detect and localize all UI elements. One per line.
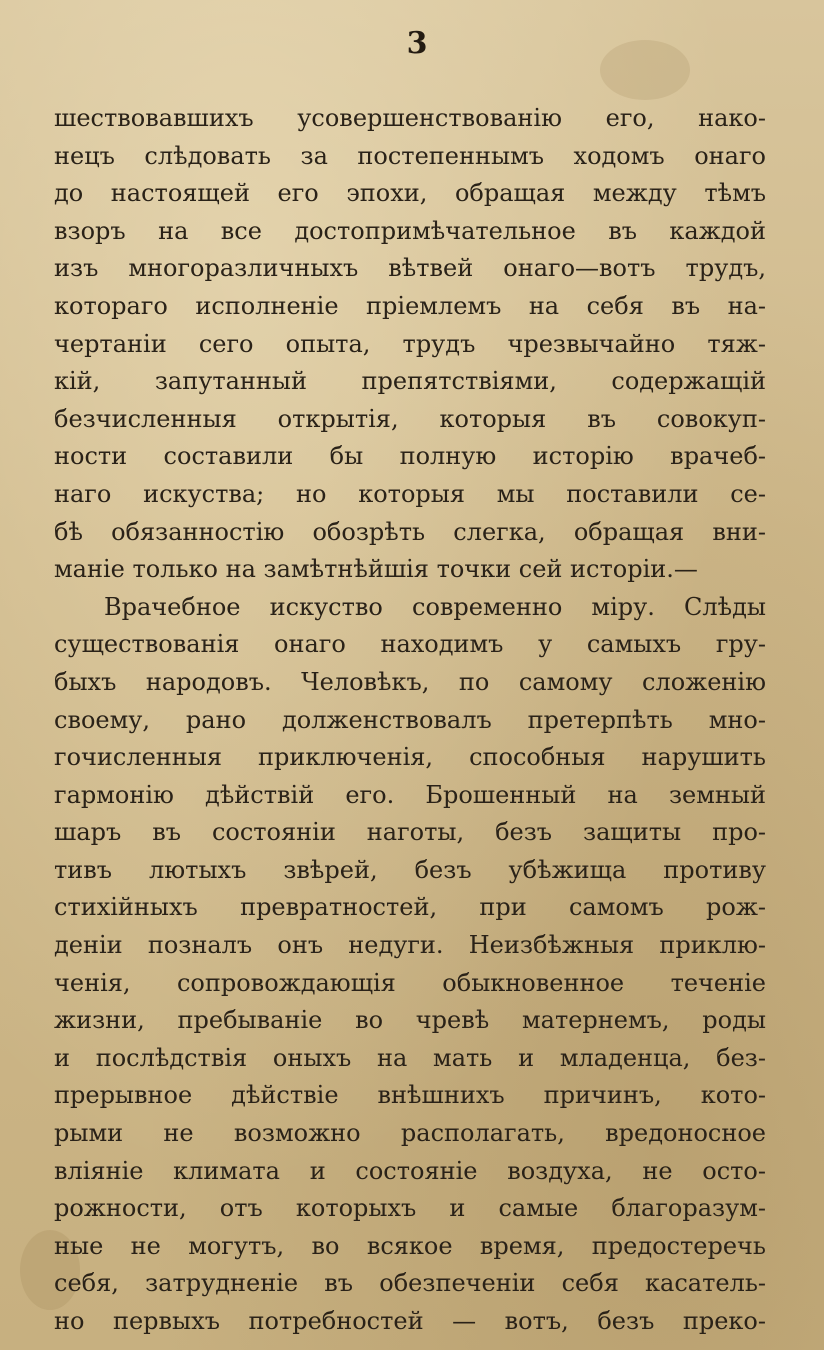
- text-line: тивъ лютыхъ звѣрей, безъ убѣжища противу: [54, 855, 766, 884]
- text-line: своему, рано долженствовалъ претерпѣть мно-: [54, 705, 766, 734]
- text-line: гочисленныя приключенія, способныя нарушить: [54, 743, 766, 772]
- text-line: вліяніе климата и состояніе воздуха, не осто-: [54, 1156, 766, 1185]
- text-line: взоръ на все достопримѣчательное въ каждой: [54, 216, 766, 245]
- text-line: чертаніи сего опыта, трудъ чрезвычайно тяж-: [54, 329, 766, 358]
- text-line: шествовавшихъ усовершенствованію его, нако-: [54, 104, 766, 132]
- text-line: бѣ обязанностію обозрѣть слегка, обращая вни-: [54, 517, 766, 546]
- text-line: стихійныхъ превратностей, при самомъ рож-: [54, 893, 766, 922]
- text-line: деніи позналъ онъ недуги. Неизбѣжныя приклю-: [54, 931, 766, 960]
- text-line: и послѣдствія оныхъ на мать и младенца, без-: [54, 1043, 766, 1072]
- text-line: но первыхъ потребностей — вотъ, безъ преко-: [54, 1307, 766, 1335]
- text-line: себя, затрудненіе въ обезпеченіи себя касатель-: [54, 1269, 766, 1298]
- text-line: маніе только на замѣтнѣйшія точки сей исторіи.—: [54, 555, 698, 584]
- text-line: до настоящей его эпохи, обращая между тѣмъ: [54, 179, 766, 208]
- body-text: [54, 100, 766, 1341]
- text-line: рожности, отъ которыхъ и самые благоразум-: [54, 1194, 766, 1223]
- text-line: гармонію дѣйствій его. Брошенный на земный: [54, 780, 766, 809]
- text-line: ченія, сопровождающія обыкновенное теченіе: [54, 968, 766, 997]
- text-line: прерывное дѣйствіе внѣшнихъ причинъ, кото-: [54, 1081, 766, 1110]
- text-line: нецъ слѣдовать за постепеннымъ ходомъ онаго: [54, 141, 766, 170]
- text-line: котораго исполненіе пріемлемъ на себя въ на-: [54, 291, 766, 320]
- text-line: шаръ въ состояніи наготы, безъ защиты про-: [54, 818, 766, 847]
- text-line: безчисленныя открытія, которыя въ совокуп-: [54, 404, 766, 433]
- text-line: изъ многоразличныхъ вѣтвей онаго—вотъ трудъ,: [54, 254, 766, 283]
- text-line: наго искуства; но которыя мы поставили се-: [54, 479, 766, 508]
- text-line: ности составили бы полную исторію врачеб-: [54, 442, 766, 471]
- paragraph-first-line: Врачебное искуство современно міру. Слѣды: [104, 592, 766, 621]
- text-line: существованія онаго находимъ у самыхъ гру-: [54, 630, 766, 659]
- text-line: ные не могутъ, во всякое время, предостеречь: [54, 1231, 766, 1260]
- text-line: кій, запутанный препятствіями, содержащій: [54, 367, 766, 396]
- page-number: 3: [406, 26, 430, 61]
- text-line: рыми не возможно располагать, вредоносное: [54, 1119, 766, 1148]
- text-line: жизни, пребываніе во чревѣ матернемъ, роды: [54, 1006, 766, 1035]
- text-line: быхъ народовъ. Человѣкъ, по самому сложенію: [54, 667, 766, 696]
